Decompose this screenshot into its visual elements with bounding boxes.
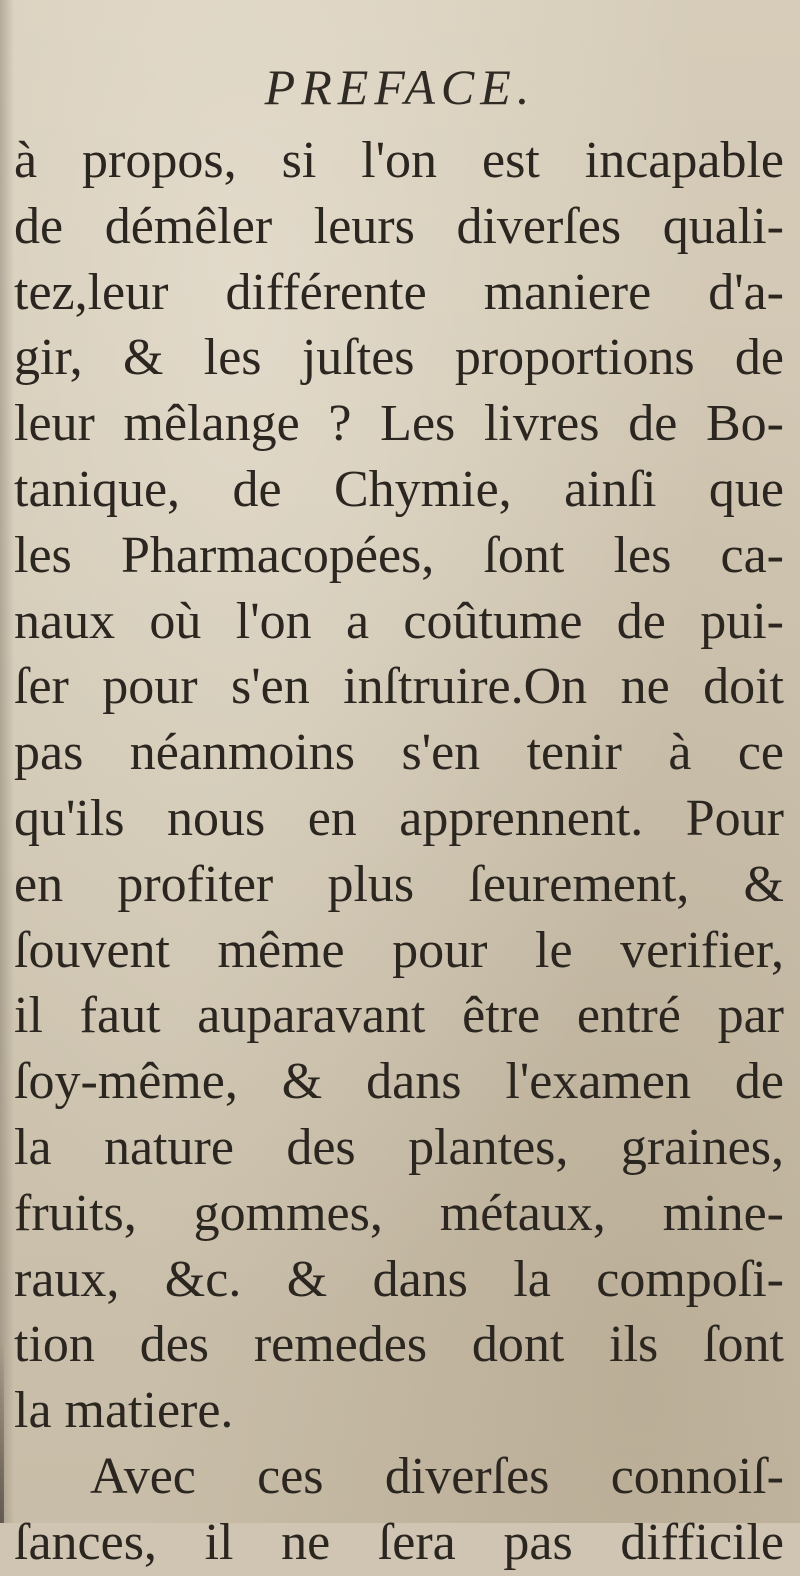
text-line: ſouvent même pour le verifier, [14, 921, 784, 979]
text-line: en profiter plus ſeurement, & [14, 855, 784, 913]
text-line: pas néanmoins s'en tenir à ce [14, 724, 784, 782]
text-line: raux, &c. & dans la compoſi- [14, 1250, 784, 1308]
text-line: ſoy-même, & dans l'examen de [14, 1053, 784, 1111]
text-line: les Pharmacopées, ſont les ca- [14, 526, 784, 584]
text-line: fruits, gommes, métaux, mine- [14, 1184, 784, 1242]
text-line: ſer pour s'en inſtruire.On ne doit [14, 658, 784, 716]
text-line: il faut auparavant être entré par [14, 987, 784, 1045]
page-body [14, 128, 784, 1576]
paragraph-start-line: Avec ces diverſes connoiſ- [90, 1447, 784, 1505]
text-line: la nature des plantes, graines, [14, 1118, 784, 1176]
text-line: leur mêlange ? Les livres de Bo- [14, 395, 784, 453]
text-line: ſances, il ne ſera pas difficile [14, 1513, 784, 1571]
text-line: tez,leur différente maniere d'a- [14, 263, 784, 321]
running-header: PREFACE. [264, 59, 536, 115]
text-line: de démêler leurs diverſes quali- [14, 197, 784, 255]
paragraph-end-line: la matiere. [14, 1382, 234, 1440]
text-line: à propos, si l'on est incapable [14, 132, 784, 189]
text-line: naux où l'on a coûtume de pui- [14, 592, 784, 650]
text-line: gir, & les juſtes proportions de [14, 329, 784, 387]
page-gutter-shadow [0, 0, 14, 1523]
text-line: qu'ils nous en apprennent. Pour [14, 789, 784, 847]
text-line: tion des remedes dont ils ſont [14, 1316, 784, 1374]
text-line: tanique, de Chymie, ainſi que [14, 460, 784, 518]
gutter-edge-mark [0, 1338, 4, 1523]
